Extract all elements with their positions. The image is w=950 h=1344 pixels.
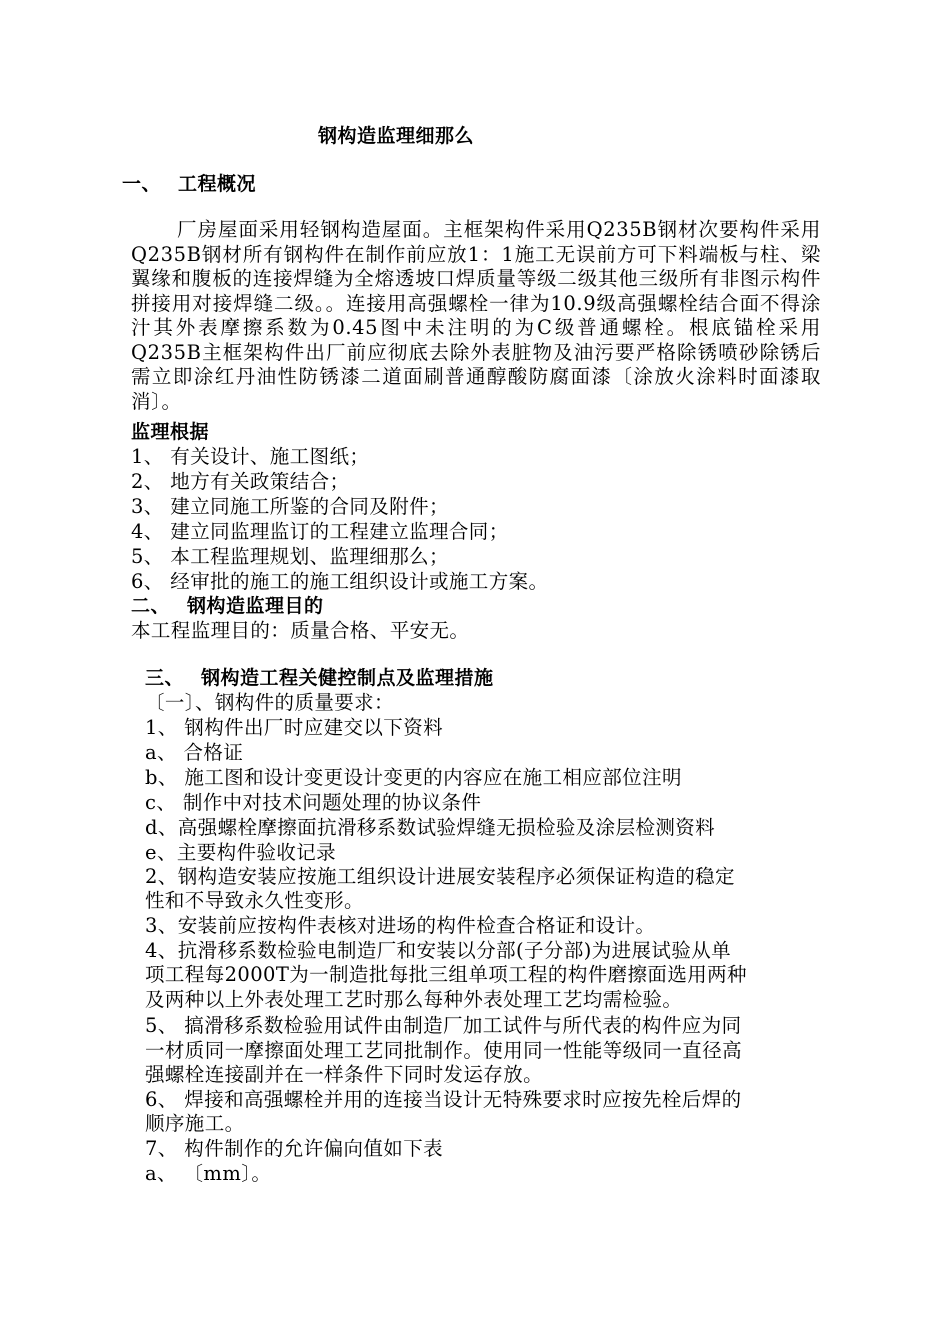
basis-heading: 监理根据 xyxy=(131,421,210,443)
section-number: 一、 xyxy=(122,173,162,195)
basis-item: 1、 有关设计、施工图纸； xyxy=(131,445,370,468)
body-line: 项工程每2000T为一制造批每批三组单项工程的构件磨擦面选用两种 xyxy=(145,963,747,986)
basis-item: 5、 本工程监理规划、监理细那么； xyxy=(131,545,449,568)
section-title: 工程概况 xyxy=(178,173,257,195)
body-line: b、 施工图和设计变更设计变更的内容应在施工相应部位注明 xyxy=(145,766,682,789)
overview-paragraph: 厂房屋面采用轻钢构造屋面。主框架构件采用Q235B钢材次要构件采用Q235B钢材所有钢构件在制作前应放1：1施工无误前方可下料端板与柱、梁翼缘和腹板的连接焊缝为全熔透坡口焊质量等级二级其他三级所有非图示构件拼接用对接焊缝二级。。连接用高强螺栓一律为10.9级高强螺栓结合面不得涂汁其外表摩擦系数为0.45图中未注明的为C级普通螺栓。根底锚栓采用Q235B主框架构件出厂前应彻底去除外表脏物及油污要严格除锈喷砂除锈后需立即涂红丹油性防锈漆二道面刷普通醇酸防腐面漆〔涂放火涂料时面漆取消〕。 xyxy=(131,218,821,413)
section-2-heading xyxy=(131,594,324,618)
body-line: 7、 构件制作的允许偏向值如下表 xyxy=(145,1137,444,1160)
body-line: 2、钢构造安装应按施工组织设计进展安装程序必须保证构造的稳定 xyxy=(145,865,735,888)
body-line: 1、 钢构件出厂时应建交以下资料 xyxy=(145,716,444,739)
body-line: 3、安装前应按构件表核对进场的构件检查合格证和设计。 xyxy=(145,914,656,937)
body-line: 及两种以上外表处理工艺时那么每种外表处理工艺均需检验。 xyxy=(145,988,683,1011)
basis-item: 6、 经审批的施工的施工组织设计或施工方案。 xyxy=(131,570,549,593)
body-line: 6、 焊接和高强螺栓并用的连接当设计无特殊要求时应按先栓后焊的 xyxy=(145,1088,742,1111)
section-3-heading xyxy=(145,666,494,690)
body-line: 一材质同一摩擦面处理工艺同批制作。使用同一性能等级同一直径高 xyxy=(145,1039,743,1062)
body-line: 顺序施工。 xyxy=(145,1112,245,1135)
overview-paragraph-block xyxy=(131,218,821,414)
section-number: 二、 xyxy=(131,595,171,617)
section-title: 钢构造工程关健控制点及监理措施 xyxy=(201,667,494,689)
basis-item: 2、 地方有关政策结合； xyxy=(131,470,350,493)
goal-text: 本工程监理目的：质量合格、平安无。 xyxy=(131,619,470,642)
section-number: 三、 xyxy=(145,667,185,689)
body-line: 〔一〕、钢构件的质量要求： xyxy=(145,691,394,714)
document-title: 钢构造监理细那么 xyxy=(318,125,475,147)
section-1-heading xyxy=(122,172,256,196)
basis-item: 4、 建立同监理监订的工程建立监理合同； xyxy=(131,520,509,543)
body-line: 强螺栓连接副并在一样条件下同时发运存放。 xyxy=(145,1063,544,1086)
body-line: 性和不导致永久性变形。 xyxy=(145,889,364,912)
body-line: c、 制作中对技术问题处理的协议条件 xyxy=(145,791,482,814)
body-line: a、 〔mm〕。 xyxy=(145,1162,272,1185)
body-line: 5、 搞滑移系数检验用试件由制造厂加工试件与所代表的构件应为同 xyxy=(145,1014,742,1037)
section-title: 钢构造监理目的 xyxy=(187,595,324,617)
body-line: d、高强螺栓摩擦面抗滑移系数试验焊缝无损检验及涂层检测资料 xyxy=(145,816,716,839)
basis-item: 3、 建立同施工所鉴的合同及附件； xyxy=(131,495,449,518)
body-line: e、主要构件验收记录 xyxy=(145,841,337,864)
body-line: a、 合格证 xyxy=(145,741,244,764)
body-line: 4、抗滑移系数检验电制造厂和安装以分部(子分部)为进展试验从单 xyxy=(145,939,732,962)
